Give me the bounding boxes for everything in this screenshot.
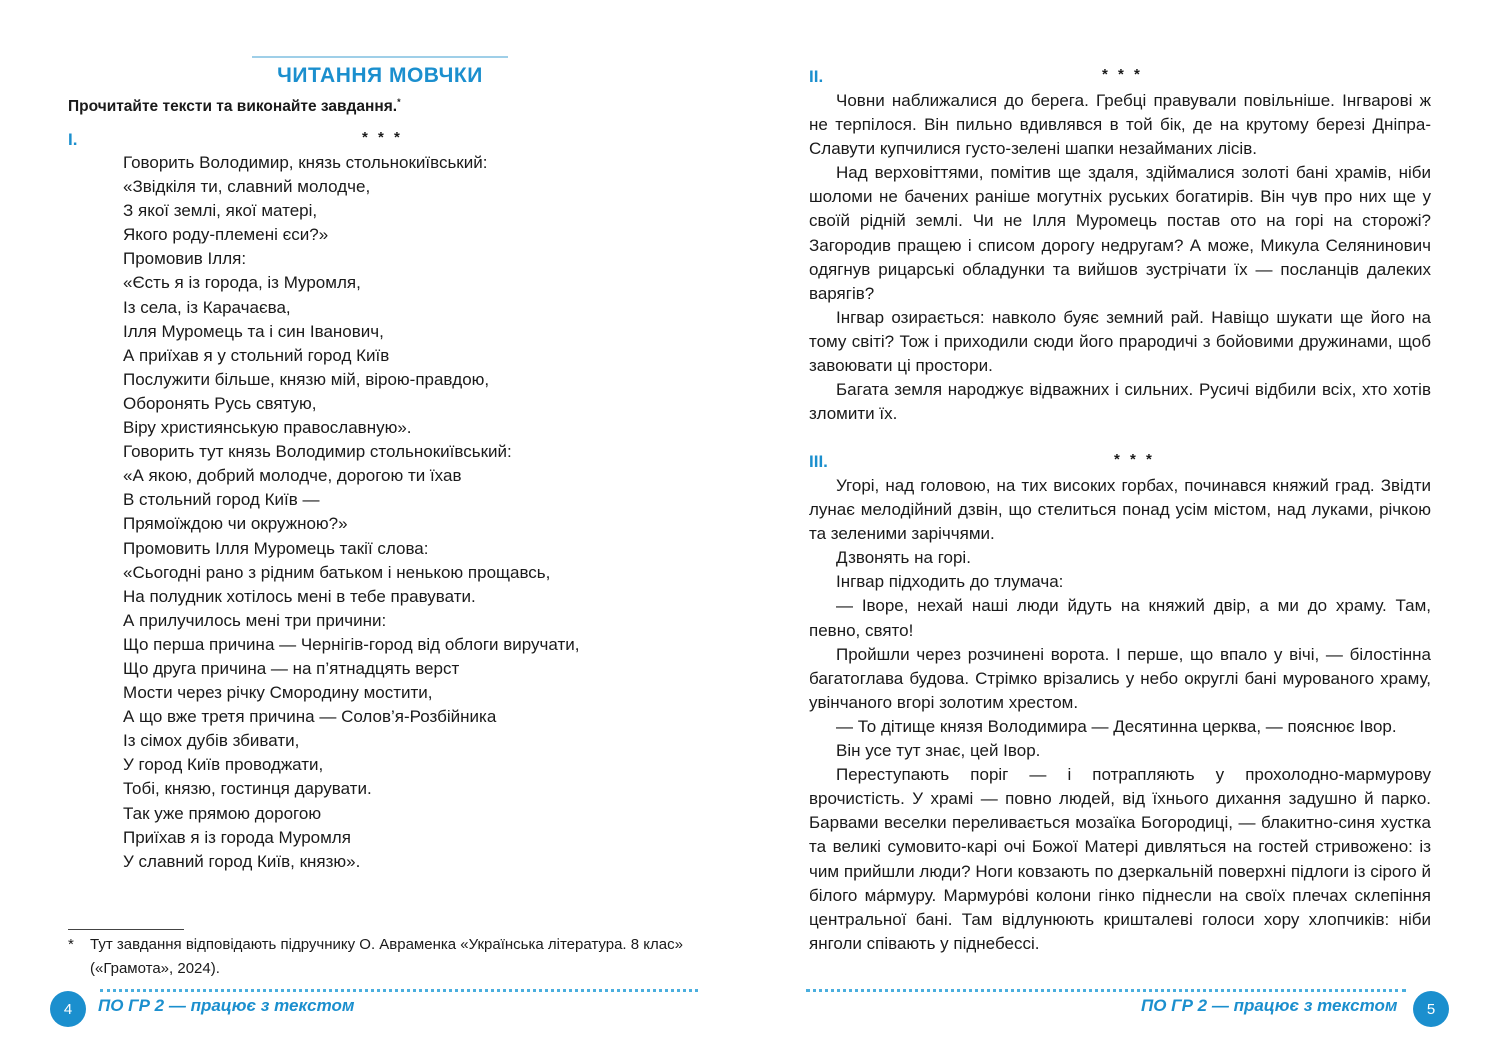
poem-line: Із сімох дубів збивати, [123,731,300,751]
paragraph: Інгвар озирається: навколо буяє земний рай. Навіщо шукати ще його на тому світі? Тож і приходили сюди його прародичі з бойовими дружинами, щоб завоювати ці простори. [809,307,1431,376]
poem-line: Тобі, князю, гостинця дарувати. [123,779,372,799]
poem-line: Говорить Володимир, князь стольнокиївський: [123,153,488,172]
paragraph: — То дітище князя Володимира — Десятинна церква, — пояснює Івор. [836,716,1397,736]
paragraph: Він усе тут знає, цей Івор. [836,741,1041,761]
poem-line: Оборонять Русь святую, [123,393,317,413]
poem-line: В стольний город Київ — [123,490,320,510]
page-number: 4 [50,991,86,1027]
paragraph: Багата земля народжує відважних і сильних. Русичі відбили всіх, хто хотів зломити їх. [809,380,1431,424]
poem [123,151,723,874]
part-2-text [809,89,1431,426]
poem-line: Так уже прямою дорогою [123,803,322,823]
part-3-numeral: III. [809,452,828,471]
footnote-marker: * [397,97,401,107]
section-title: ЧИТАННЯ МОВЧКИ [277,64,483,87]
poem-line: «А якою, добрий молодче, дорогою ти їхав [123,466,462,486]
footnote [68,933,708,981]
footer-text: ПО ГР 2 — працює з текстом [98,996,355,1015]
poem-line: А що вже третя причина — Солов’я-Розбійника [123,707,497,727]
poem-line: Мости через річку Смородину мостити, [123,683,433,703]
paragraph: Інгвар підходить до тлумача: [836,572,1064,592]
paragraph: Переступають поріг — і потрапляють у прохолодно-мармурову врочистість. У храмі — повно людей, від їхнього дихання задушно й парко. Барвами веселки переливається мозаїка Богородиці, — блакитно-синя хустка та великі сумовито-карі очі Божої Матері дивляться на гостей стривожено: із чим прийшли люди? Ноги ковзають по дзеркальній поверхні підлоги із сірого й білого ма́рмуру. Мармуро́ві колони гінко піднесли на своїх плечах склепіння центральної бані. Там відлунюють кришталеві голоси хору хлопчиків: ніби янголи співають у піднебессі. [809,765,1431,953]
footnote-mark: * [68,936,74,953]
poem-line: На полудник хотілось мені в тебе правувати. [123,586,476,606]
paragraph: Пройшли через розчинені ворота. І перше, що впало у вічі, — білостінна багатоглава будова. Стрімко врізались у небо округлі бані мурованого храму, увінчаного вгорі золотим хрестом. [809,644,1431,712]
instruction-text: Прочитайте тексти та виконайте завдання. [68,98,398,116]
poem-line: А прилучилось мені три причини: [123,610,387,630]
poem-line: Промовить Ілля Муромець такії слова: [123,538,429,558]
poem-line: Віру християнськую православную». [123,418,412,438]
poem-line: Що перша причина — Чернігів-город від облоги виручати, [123,634,580,654]
poem-line: Прямоїждою чи окружною?» [123,514,348,534]
footer-text-right: ПО ГР 2 — працює з текстом [1141,996,1398,1015]
heading-rule [252,56,508,58]
part-2-stars: * * * [1102,66,1143,83]
footer-dotted-line [100,989,698,992]
poem-line: Приїхав я із города Муромля [123,827,351,847]
poem-line: «Сьогодні рано з рідним батьком і ненькою прощавсь, [123,562,551,582]
poem-line: «Звідкіля ти, славний молодче, [123,177,371,197]
poem-line: Говорить тут князь Володимир стольнокиївський: [123,442,512,462]
part-2-numeral: II. [809,67,824,86]
poem-line: З якої землі, якої матері, [123,201,318,221]
poem-line: Промовив Ілля: [123,249,247,269]
instruction [68,97,718,116]
part-3-stars: * * * [1114,451,1155,468]
paragraph: Човни наближалися до берега. Гребці правували повільніше. Інгварові ж не терпілося. Він пильно вдивлявся в той бік, де на крутому березі Дніпра-Славути купчилися густо-зелені шапки незайманих лісів. [809,91,1431,159]
part-1-stars: * * * [362,129,403,146]
poem-line: У город Київ проводжати, [123,755,324,775]
poem-line: Якого роду-племені єси?» [123,225,329,245]
paragraph: Дзвонять на горі. [836,548,971,568]
paragraph: Над верховіттями, помітив ще здаля, здіймалися золоті бані храмів, ніби шоломи не бачених раніше могутніх руських богатирів. Він чув про них ще у своїй рідній землі. Чи не Ілля Муромець постав ото на горі на сторожі? Загородив пращею і списом дорогу недругам? А може, Микула Селянинович одягнув рицарські обладунки та вийшов зустрічати їх — посланців далеких варягів? [809,163,1431,303]
paragraph: Угорі, над головою, на тих високих горбах, починався княжий град. Звідти лунає мелодійний дзвін, що стелиться понад усім містом, над луками, річкою та зеленими заріччями. [809,476,1431,544]
part-3-text [809,474,1431,956]
page-number-right: 5 [1413,991,1449,1027]
poem-line: Що друга причина — на п’ятнадцять верст [123,658,460,678]
footnote-text: Тут завдання відповідають підручнику О. Авраменка «Українська література. 8 клас» («Грамота», 2024). [90,936,683,977]
poem-line: «Єсть я із города, із Муромля, [123,273,361,293]
footnote-rule [68,929,184,930]
poem-line: А приїхав я у стольний город Київ [123,345,390,365]
paragraph: — Іворе, нехай наші люди йдуть на княжий двір, а ми до храму. Там, певно, свято! [809,596,1431,640]
footer-dotted-line-right [806,989,1406,992]
part-1-numeral: I. [68,130,78,149]
poem-line: Ілля Муромець та і син Іванович, [123,321,384,341]
poem-line: Послужити більше, князю мій, вірою-правдою, [123,369,490,389]
poem-line: Із села, із Карачаєва, [123,297,291,317]
poem-line: У славний город Київ, князю». [123,851,361,871]
